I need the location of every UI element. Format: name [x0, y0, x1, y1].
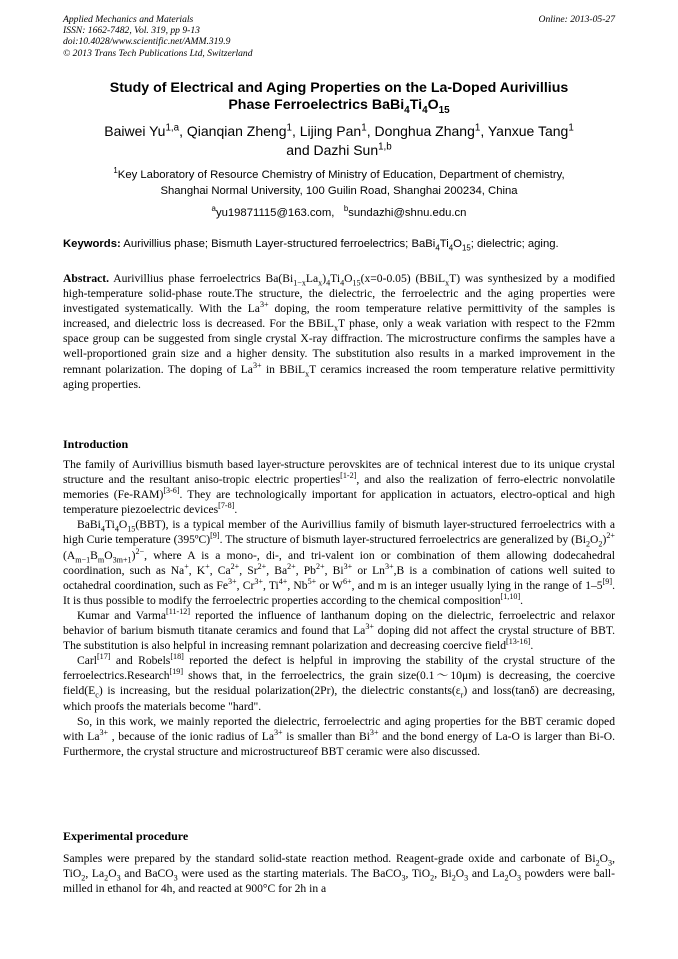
text-run: and La [468, 867, 505, 881]
subscript: r [460, 690, 464, 700]
affiliation: $^1$Key Laboratory of Resource Chemistry of Ministry of Education, Department of chemistry, Shanghai Normal University, 100 Guilin Road, Shanghai 200234, China [113, 166, 565, 197]
subscript: 2 [81, 873, 86, 883]
superscript: 1,b [378, 141, 392, 153]
citation: [9] [210, 531, 220, 541]
doi[interactable]: doi:10.4028/www.scientific.net/AMM.319.9 [63, 36, 231, 48]
superscript: 1 [474, 122, 481, 134]
text-run: . [234, 503, 238, 517]
subscript: 2 [595, 858, 600, 868]
journal-name: Applied Mechanics and Materials [63, 14, 194, 25]
superscript: 3+ [365, 622, 374, 632]
introduction-body [63, 457, 615, 759]
subscript: 3m+1 [112, 554, 132, 564]
subscript: 15 [461, 243, 471, 253]
intro-paragraph-5 [63, 714, 615, 759]
text-run: ) [602, 533, 607, 547]
subscript: x [445, 278, 450, 288]
text-run: O [590, 533, 599, 547]
superscript: 2+ [315, 561, 325, 571]
text-run: O [453, 238, 462, 250]
text-run: , Ca [209, 563, 231, 577]
superscript: + [205, 561, 210, 571]
subscript: 3 [116, 873, 121, 883]
subscript: 15 [352, 278, 361, 288]
text-run: Aurivillius phase; Bismuth Layer-structured ferroelectrics; BaBi [120, 238, 436, 250]
text-run: Aurivillius phase ferroelectrics Ba(Bi [109, 272, 294, 285]
text-run: T) was synthesized by a modified high-temperature solid-phase route.The structure, the dielectric, the ferroelectric and the aging properties were investigated systematically. With the La [63, 272, 615, 316]
citation: [11-12] [166, 607, 191, 617]
text-run: , K [188, 563, 206, 577]
text-run: O [427, 97, 439, 113]
text-run: and BaCO [120, 867, 174, 881]
paragraph [63, 271, 615, 392]
superscript: 2+ [230, 561, 240, 571]
text-run: or Ln [352, 563, 385, 577]
subscript: 2 [430, 873, 435, 883]
subscript: 2 [504, 873, 509, 883]
text-run: , where A is a mono-, di-, and tri-valent ion or combination of them allowing dodecahedral coordination, such as Na [63, 548, 615, 577]
subscript: 15 [127, 524, 136, 534]
subscript: 2 [451, 873, 456, 883]
text-run: Ti [330, 272, 341, 285]
text-run: in BBiL [261, 362, 306, 376]
text-run: were used as the starting materials. The BaCO [177, 867, 402, 881]
text-run: , TiO [405, 867, 431, 881]
subscript: m−1 [75, 554, 91, 564]
superscript: 1 [286, 122, 292, 134]
superscript: 3+ [99, 727, 109, 737]
text-run: , Yanxue Tang [480, 123, 569, 139]
experimental-body [63, 851, 615, 896]
text-run: , Nb [287, 578, 308, 592]
text-run: T ceramics increased the room temperature relative permittivity aging properties. [63, 362, 616, 391]
text-run: (BBT), is a typical member of the Aurivillius family of bismuth layer-structured ferroelectrics with a high Curie temperature (395ºC) [63, 518, 615, 547]
text-run: , Bi [324, 563, 344, 577]
citation: [1,10] [500, 591, 521, 601]
citation: [17] [96, 652, 111, 662]
text-run: T phase, only a weak variation with respect to the F2mm space group can be suggested from single crystal X-ray diffraction. The microstructure confirms the samples have a well-proportioned grain size and a higher density. The substitution also results in a marked improvement in the remnant polarization. The doping of La [63, 317, 615, 376]
text-run: , Lijing Pan [291, 123, 362, 139]
text-run: ; dielectric; aging. [470, 238, 559, 250]
superscript: 4+ [278, 576, 288, 586]
text-run: O [599, 852, 609, 865]
text-run: ,B is a combination of cations well suited to octahedral coordination, such as Fe [63, 563, 615, 592]
intro-paragraph-3 [63, 608, 615, 653]
superscript: 3+ [259, 300, 269, 310]
subscript: 2 [104, 873, 109, 883]
text-run: , because of the ionic radius of La [108, 729, 274, 743]
text-run: and Robels [110, 654, 171, 668]
email-a[interactable]: yu19871115@163.com, [215, 207, 335, 219]
superscript: 1 [568, 122, 574, 134]
citation: [19] [169, 667, 184, 677]
text-run: . [530, 639, 534, 653]
superscript: a [211, 204, 216, 214]
text-run: , Bi [434, 867, 452, 881]
text-run: , Sr [239, 563, 258, 577]
subscript: c [95, 690, 99, 700]
subscript: 4 [114, 524, 119, 534]
text-run: , Ba [266, 563, 288, 577]
citation: [7-8] [218, 501, 235, 511]
text-run: O [508, 867, 517, 881]
text-run: powders were ball-milled in ethanol for 4h, and reacted at 900°C for 2h in a [63, 867, 615, 896]
subscript: 4 [100, 524, 105, 534]
text-run: BaBi [77, 518, 101, 532]
superscript: 2− [135, 546, 145, 556]
text-run: O [104, 548, 113, 562]
text-run: doping did not affect the crystal structure of BBT. The substitution is also helpful in increasing remnant polarization and decreasing coercive field [63, 624, 615, 653]
text-run: , Ti [262, 578, 279, 592]
superscript: 1 [361, 122, 367, 134]
subscript: 4 [326, 278, 331, 288]
text-run: La [305, 272, 319, 285]
text-run: . They are technologically important for application in actuators, electro-optical and high temperature piezoelectric devices [63, 488, 615, 517]
text-run: O [118, 518, 128, 532]
text-run: reported the defect is helpful in improving the stability of the crystal structure of the ferroelectrics.Research [63, 654, 615, 683]
subscript: 3 [516, 873, 521, 883]
text-run: reported the influence of lanthanum doping on the dielectric, ferroelectric and relaxor behavior of barium bismuth titanate ceramics and found that La [63, 608, 615, 638]
text-run: Baiwei Yu [104, 123, 166, 139]
text-run: , La [85, 867, 105, 881]
text-run: Samples were prepared by the standard solid-state reaction method. Reagent-grade oxide and carbonate of Bi [63, 852, 596, 865]
citation: [18] [170, 652, 184, 662]
section-heading-experimental: Experimental procedure [63, 829, 189, 843]
subscript: 3 [173, 873, 178, 883]
paragraph [63, 851, 615, 896]
subscript: x [318, 278, 323, 288]
copyright: © 2013 Trans Tech Publications Ltd, Switzerland [63, 47, 253, 59]
text-run: Ti [104, 518, 115, 532]
text-run: Ti [439, 238, 449, 250]
subscript: 3 [401, 873, 406, 883]
text-run: Ti [409, 97, 423, 113]
subscript: 2 [598, 539, 603, 549]
text-run: , TiO [63, 852, 615, 881]
text-run: (A [63, 548, 76, 562]
subscript: 1−x [293, 278, 306, 288]
superscript: 3+ [254, 576, 263, 586]
superscript: 2+ [606, 531, 615, 541]
text-run: The family of Aurivillius bismuth based layer-structure perovskites are of technical interest due to its unique crystal structure and the resultant aniso-tropic electric properties [63, 458, 615, 487]
subscript: 4 [404, 104, 410, 116]
text-run: or W [316, 578, 343, 592]
superscript: + [184, 561, 189, 571]
text-run: Keywords: [63, 238, 121, 250]
subscript: 4 [422, 104, 428, 116]
text-run: , Donghua Zhang [366, 123, 475, 139]
title-line-1: Study of Electrical and Aging Properties on the La-Doped Aurivillius [109, 80, 569, 96]
superscript: 3+ [252, 360, 262, 370]
text-run: and the bond energy of La-O is larger than Bi-O. Furthermore, the crystal structure and microstructureof BBT ceramic were also discussed. [63, 729, 616, 758]
text-run: is smaller than Bi [282, 729, 370, 743]
text-run: Key Laboratory of Resource Chemistry of Ministry of Education, Department of chemistry, [117, 169, 565, 181]
email-b[interactable]: sundazhi@shnu.edu.cn [348, 207, 467, 219]
author-list [40, 122, 638, 160]
paper-title [40, 80, 638, 114]
online-date: Online: 2013-05-27 [538, 14, 615, 25]
title-line-2 [40, 97, 638, 114]
superscript: 5+ [307, 576, 317, 586]
journal-header [63, 14, 615, 59]
text-run: O [344, 272, 353, 285]
subscript: x [305, 368, 310, 378]
subscript: 3 [608, 858, 613, 868]
superscript: 3+ [343, 561, 353, 571]
text-run: O [455, 867, 465, 881]
text-run: Phase Ferroelectrics BaBi [228, 97, 405, 113]
issn: ISSN: 1662-7482, Vol. 319, pp 9-13 [63, 25, 200, 37]
text-run: Abstract. [63, 272, 110, 285]
text-run: and Dazhi Sun [286, 142, 379, 158]
subscript: 4 [448, 243, 454, 253]
text-run: O [108, 867, 117, 881]
text-run: . It is thus possible to modify the ferroelectric properties according to the chemical composition [63, 578, 615, 607]
text-run: B [90, 548, 98, 562]
subscript: 4 [340, 278, 345, 288]
intro-paragraph-2 [63, 517, 615, 608]
text-run: ) is increasing, but the residual polarization(2Pr), the dielectric constants(ε [98, 684, 461, 698]
text-run: , Qianqian Zheng [179, 123, 287, 139]
subscript: 4 [435, 243, 440, 253]
superscript: 1 [113, 166, 118, 176]
superscript: 3+ [369, 727, 379, 737]
text-run: (x=0-0.05) (BBiL [360, 272, 446, 285]
superscript: 2+ [257, 561, 267, 571]
text-run: Carl [77, 654, 97, 668]
text-run: doping, the room temperature relative permittivity of the samples is increased, and dielectric loss is decreased. For the BBiL [63, 302, 615, 331]
subscript: m [97, 554, 105, 564]
superscript: 3+ [228, 576, 237, 586]
text-run: , and also the realization of ferro-electric nonvolatile memories (Fe-RAM) [63, 473, 615, 502]
text-run: So, in this work, we mainly reported the dielectric, ferroelectric and aging properties for the BBT ceramic doped with La [63, 714, 615, 743]
author-emails [60, 206, 618, 220]
text-run: ) [322, 272, 327, 285]
subscript: 15 [438, 104, 450, 116]
citation: [9] [602, 576, 613, 586]
superscript: 1,a [165, 122, 180, 134]
superscript: 6+ [343, 576, 352, 586]
superscript: 3+ [273, 727, 283, 737]
superscript: 2+ [287, 561, 296, 571]
text-run: shows that, in the ferroelectrics, the grain size(0.1～10μm) is decreasing, the coercive field(E [63, 669, 615, 698]
text-run: . [520, 593, 524, 607]
text-run: ) and loss(tanδ) are decreasing, which proofs the materials become "hard". [63, 684, 615, 713]
citation: [1-2] [340, 471, 357, 481]
text-run: , Cr [236, 578, 255, 592]
text-run: Kumar and Varma [77, 608, 167, 622]
subscript: 2 [585, 539, 591, 549]
subscript: x [333, 323, 338, 333]
citation: [13-16] [506, 637, 531, 647]
section-heading-introduction: Introduction [63, 437, 129, 451]
intro-paragraph-4 [63, 653, 615, 713]
text-run: . The structure of bismuth layer-structured ferroelectrics are generalized by (Bi [219, 533, 586, 547]
text-run: , Pb [295, 563, 316, 577]
intro-paragraph-1 [63, 457, 615, 517]
superscript: b [343, 204, 349, 214]
subscript: 3 [464, 873, 469, 883]
abstract [63, 271, 615, 392]
citation: [3-6] [163, 486, 180, 496]
text-run: ) [131, 548, 136, 562]
superscript: 3+ [384, 561, 394, 571]
text-run: , and m is an integer usually lying in the range of 1–5 [351, 578, 603, 592]
keywords [63, 237, 615, 251]
